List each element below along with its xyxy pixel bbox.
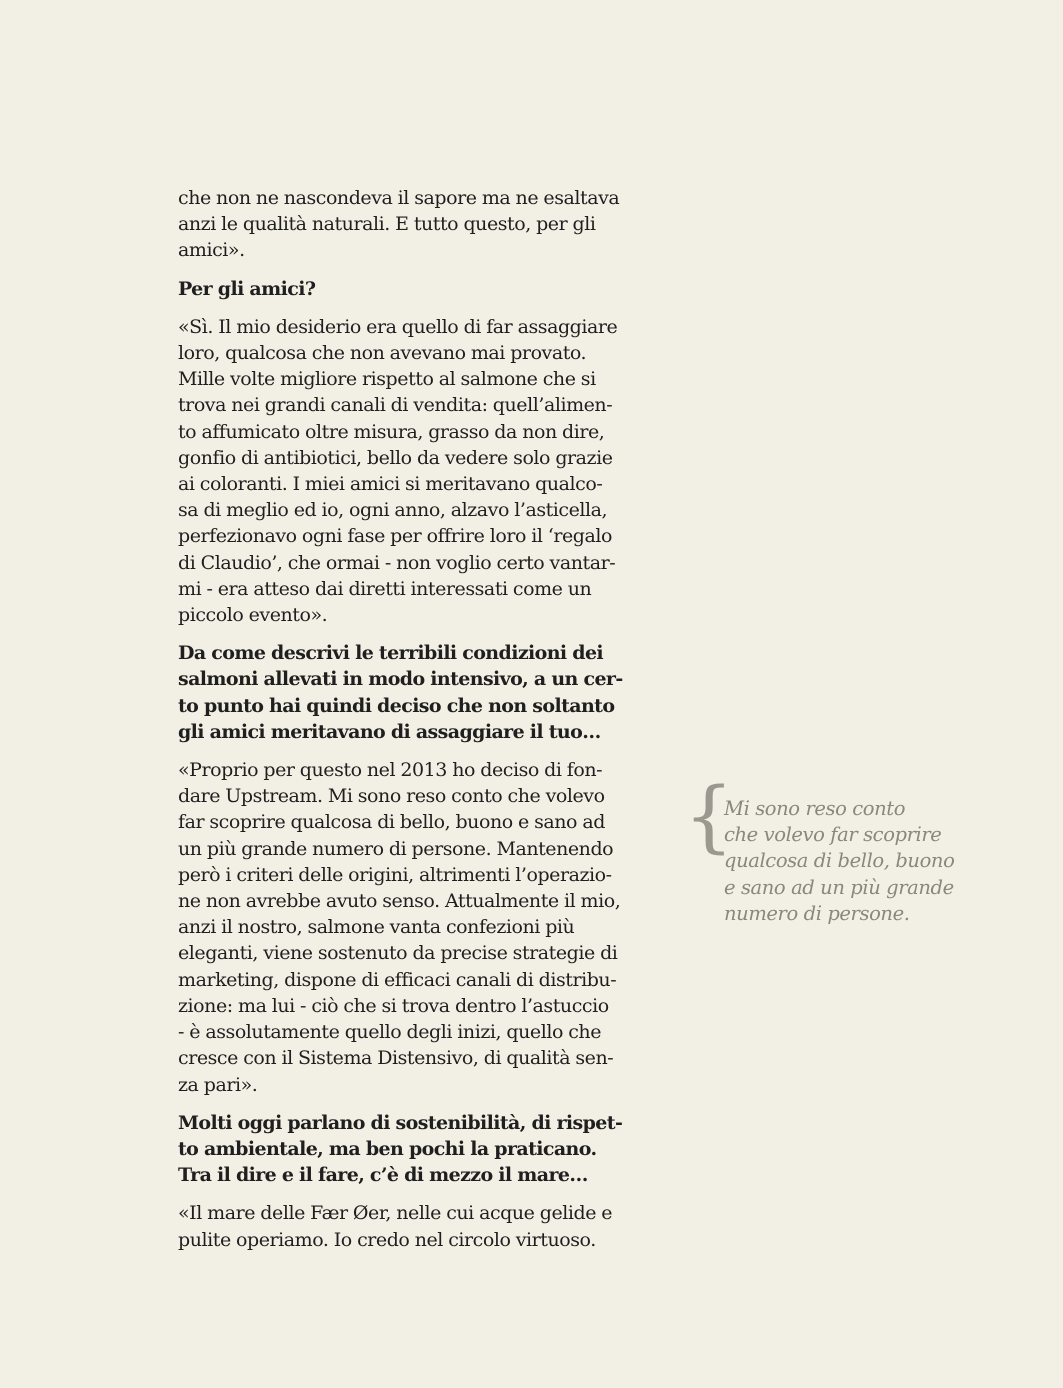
answer-paragraph: che non ne nascondeva il sapore ma ne esaltava anzi le qualità naturali. E tutto questo, per gli amici». — [178, 187, 620, 262]
interview-question: Molti oggi parlano di sostenibilità, di rispet- to ambientale, ma ben pochi la praticano. Tra il dire e il fare, c’è di mezzo il mare… — [178, 1111, 623, 1187]
interview-question: Da come descrivi le terribili condizioni dei salmoni allevati in modo intensivo, a un cer- to punto hai quindi deciso che non soltanto gli amici meritavano di assaggiare il tuo… — [178, 642, 623, 743]
pull-quote-text: Mi sono reso conto che volevo far scoprire qualcosa di bello, buono e sano ad un più grande numero di persone. — [724, 797, 955, 925]
interview-question: Per gli amici? — [178, 277, 316, 300]
article-column — [178, 185, 648, 1265]
answer-paragraph: «Proprio per questo nel 2013 ho deciso di fon- dare Upstream. Mi sono reso conto che volevo far scoprire qualcosa di bello, buono e sano ad un più grande numero di persone. Mantenendo però i criteri delle origini, altrimenti l’operazio- ne non avrebbe avuto senso. Attualmente il mio, anzi il nostro, salmone vanta confezioni più eleganti, viene sostenuto da precise strategie di marketing, dispone di efficaci canali di distribu- zione: ma lui - ciò che si trova dentro l’astuccio - è assolutamente quello degli inizi, quello che cresce con il Sistema Distensivo, di qualità sen- za pari». — [178, 759, 621, 1096]
curly-brace-icon: { — [684, 772, 734, 862]
answer-paragraph: «Il mare delle Fær Øer, nelle cui acque gelide e pulite operiamo. Io credo nel circolo virtuoso. — [178, 1202, 613, 1251]
answer-paragraph: «Sì. Il mio desiderio era quello di far assaggiare loro, qualcosa che non avevano mai provato. Mille volte migliore rispetto al salmone che si trova nei grandi canali di vendita: quell’alimen- to affumicato oltre misura, grasso da non dire, gonfio di antibiotici, bello da vedere solo grazie ai coloranti. I miei amici si meritavano qualco- sa di meglio ed io, ogni anno, alzavo l’asticella, perfezionavo ogni fase per offrire loro il ‘regalo di Claudio’, che ormai - non voglio certo vantar- mi - era atteso dai diretti interessati come un piccolo evento». — [178, 315, 618, 627]
